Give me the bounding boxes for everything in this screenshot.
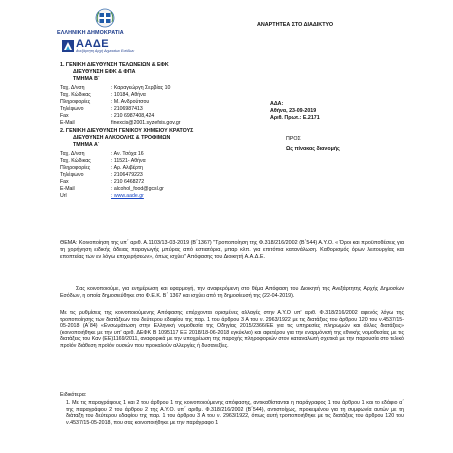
field-key: E-Mail <box>60 186 75 192</box>
greek-coat-of-arms-icon <box>95 8 115 28</box>
sender1-field <box>60 106 240 113</box>
sender2-field <box>60 186 240 193</box>
sender1-line-1: 1. ΓΕΝΙΚΗ ΔΙΕΥΘΥΝΣΗ ΤΕΛΩΝΕΙΩΝ & ΕΦΚ <box>60 62 169 68</box>
document-date: Αθήνα, 23-09-2019 <box>270 108 317 114</box>
protocol-number: Αριθ. Πρωτ.: Ε.2171 <box>270 115 320 121</box>
internet-posting-note: ΑΝΑΡΤΗΤΕΑ ΣΤΟ ΔΙΑΔΙΚΤΥΟ <box>257 22 334 28</box>
field-key: Πληροφορίες <box>60 165 91 171</box>
field-key: Fax <box>60 113 69 119</box>
field-value: : 210 6987408,424 <box>111 113 155 119</box>
ada-label: ΑΔΑ: <box>270 101 284 107</box>
field-value: : 2106987413 <box>111 106 143 112</box>
body-intro: Ειδικότερα: <box>60 392 87 398</box>
sender1-line-2: ΔΙΕΥΘΥΝΣΗ ΕΦΚ & ΦΠΑ <box>73 69 136 75</box>
field-key: Ταχ. Δ/νση <box>60 85 85 91</box>
field-value: : Καραγεώργη Σερβίας 10 <box>111 85 171 91</box>
website-link[interactable]: : www.aade.gr <box>111 193 144 199</box>
field-value: : alcohol_food@gcsl.gr <box>111 186 164 192</box>
field-value: : Μ. Ανδρούτσου <box>111 99 150 105</box>
aade-logo <box>60 38 150 60</box>
recipients: Ως πίνακας διανομής <box>286 146 340 152</box>
sender2-line-2: ΔΙΕΥΘΥΝΣΗ ΑΛΚΟΟΛΗΣ & ΤΡΟΦΙΜΩΝ <box>73 135 171 141</box>
field-value: : 10184, Αθήνα <box>111 92 146 98</box>
field-value: : Αν. Τσόχα 16 <box>111 151 144 157</box>
field-value: : 11521- Αθήνα <box>111 158 146 164</box>
field-key: Τηλέφωνο <box>60 172 84 178</box>
field-value: : 210 6468272 <box>111 179 145 185</box>
aade-logo-subtitle: Ανεξάρτητη Αρχή Δημοσίων Εσόδων <box>76 49 135 53</box>
sender2-field <box>60 151 240 158</box>
field-key: Ταχ. Δ/νση <box>60 151 85 157</box>
sender2-field <box>60 158 240 165</box>
sender1-field <box>60 99 240 106</box>
body-paragraph-2: Με τις ρυθμίσεις της κοινοποιούμενης Απόφασης επέρχονται ορισμένες αλλαγές στην Α.Υ.Ο υπ' αριθ. Φ.318/216/2002 αφενός λόγω της τροποποίησης των διατάξεων του δεύτερου εδαφίου της παρ. 1 του άρθρου 3 Α του ν. 2963/1922 με τις διατάξεις του άρθρου 120 του ν.4537/15-05-2018 (Α΄84) «Ενσωμάτωση στην Ελληνική νομοθεσία της Οδηγίας 2015/2366/ΕΕ για τις υπηρεσίες πληρωμών και άλλες διατάξεις» (κοινοποιήθηκε με την υπ' αριθ. ΔΕΦΚ Β 1095117 ΕΞ 2018/18-06-2018 εγκύκλιο) και αφετέρου για την εναρμόνισή της εθνικής νομοθεσίας με τις διατάξεις του Καν (ΕΕ)1169/2011, αναφορικά με την υποχρέωση της παροχής πληροφοριών στον καταναλωτή σχετικά με την παρουσία στο τελικό προϊόν διάθεση προϊόν ουσιών που προκαλούν αλλεργίες ή δυσανεξίες. <box>60 310 404 350</box>
field-key: Ταχ. Κώδικας <box>60 92 91 98</box>
subject-paragraph: ΘΕΜΑ: Κοινοποίηση της υπ΄ αριθ. Α.1103/13-03-2019 (Β΄1367) "Τροποποίηση της Φ.318/216/2002 (Β΄544) Α.Υ.Ο. « Όροι και προϋποθέσεις για τη χορήγηση ειδικής άδειας παραγωγής μπύρας από εστιατόρια, μπαρ κλπ. για επιτόπια κατανάλωση. Καθορισμός όρων λειτουργίας και εποπτείας των εν λόγω επιχειρήσεων», όπως ισχύει" Απόφασης του Διοικητή Α.Α.Δ.Ε. <box>60 240 404 260</box>
field-value: : 2106479223 <box>111 172 143 178</box>
sender2-line-3: ΤΜΗΜΑ Α΄ <box>73 142 100 148</box>
field-value: finexcis@2001.syzefxis.gov.gr <box>111 120 181 126</box>
government-header: ΕΛΛΗΝΙΚΗ ΔΗΜΟΚΡΑΤΙΑ <box>57 30 124 36</box>
aade-mark-icon <box>62 40 74 52</box>
sender1-field <box>60 85 240 92</box>
sender1-line-3: ΤΜΗΜΑ Β΄ <box>73 76 100 82</box>
field-key: Fax <box>60 179 69 185</box>
sender2-field <box>60 179 240 186</box>
sender2-line-1: 2. ΓΕΝΙΚΗ ΔΙΕΥΘΥΝΣΗ ΓΕΝΙΚΟΥ ΧΗΜΕΙΟΥ ΚΡΑΤΟΥΣ <box>60 128 194 134</box>
field-key: Url <box>60 193 67 199</box>
field-value: : Αρ. Αλιβέρτη <box>111 165 143 171</box>
sender2-field <box>60 172 240 179</box>
sender2-field <box>60 165 240 172</box>
to-label: ΠΡΟΣ <box>286 136 301 142</box>
field-key: Τηλέφωνο <box>60 106 84 112</box>
field-key: E-Mail <box>60 120 75 126</box>
field-key: Ταχ. Κώδικας <box>60 158 91 164</box>
body-item-1: 1. Με τις παραγράφους 1 και 2 του άρθρου 1 της κοινοποιούμενης απόφασης, αντικαθίστανται η παράγραφος 1 του άρθρου 1 και το εδάφιο α΄ της παραγράφου 2 του άρθρου 2 της Α.Υ.Ο. υπ΄ αριθμ. Φ.318/216/2002 (Β΄544), αντιστοίχως, προκειμένου για τη συμφωνία αυτών με τη διάταξη του δεύτερου εδαφίου της παρ. 1 του άρθρου 3 Α του ν. 2963/1922, όπως αυτή τροποποιήθηκε με τις διατάξεις του άρθρου 120 του ν.4537/15-05-2018, που σας κοινοποιήθηκε με την παράγραφο 1 <box>66 400 404 426</box>
field-key: Πληροφορίες <box>60 99 91 105</box>
sender1-field <box>60 92 240 99</box>
sender1-field <box>60 113 240 120</box>
body-paragraph-1: Σας κοινοποιούμε, για ενημέρωση και εφαρμογή, την αναφερόμενη στο θέμα Απόφαση του Διοικητή της Ανεξάρτητης Αρχής Δημοσίων Εσόδων, η οποία δημοσιεύθηκε στο Φ.Ε.Κ. Β΄ 1367 και ισχύει από τη δημοσίευσή της (22-04-2019). <box>60 286 404 299</box>
aade-logo-word: ΑΑΔΕ <box>76 38 110 50</box>
sender2-field <box>60 193 240 200</box>
sender1-field <box>60 120 240 127</box>
